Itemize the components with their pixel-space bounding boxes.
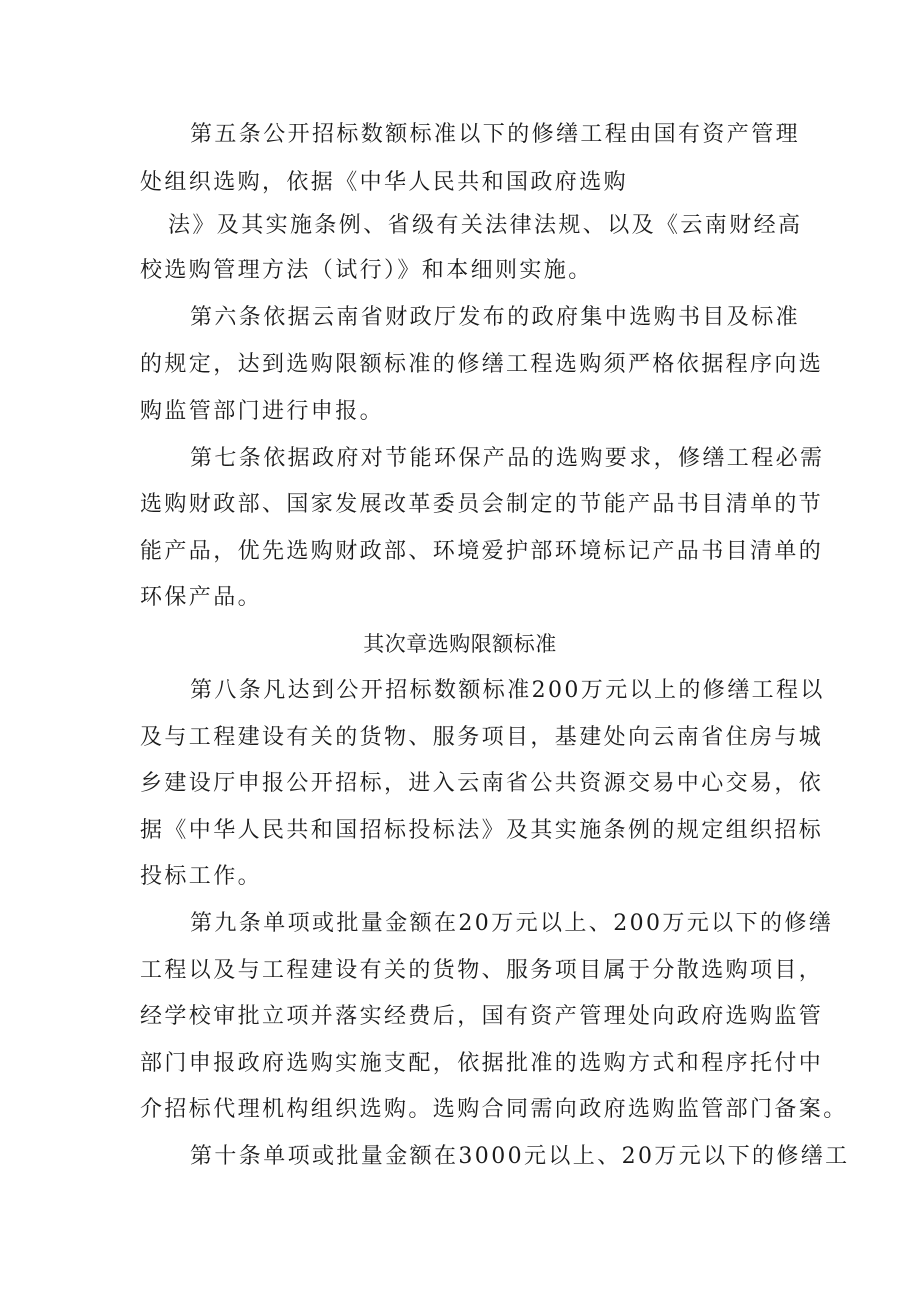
- article-5-line-2: 处组织选购，依据《中华人民共和国政府选购: [140, 170, 629, 195]
- article-8-line-3: 乡建设厅申报公开招标，进入云南省公共资源交易中心交易，依: [140, 771, 824, 796]
- article-9-line-3: 经学校审批立项并落实经费后，国有资产管理处向政府选购监管: [140, 1004, 824, 1029]
- article-8-line-4: 据《中华人民共和国招标投标法》及其实施条例的规定组织招标: [140, 818, 824, 843]
- article-9-line-5: 介招标代理机构组织选购。选购合同需向政府选购监管部门备案。: [140, 1097, 848, 1122]
- article-8-line-2: 及与工程建设有关的货物、服务项目，基建处向云南省住房与城: [140, 725, 824, 750]
- article-10-line-1: 第十条单项或批量金额在3000元以上、20万元以下的修缮工: [190, 1144, 850, 1169]
- article-5-line-4: 校选购管理方法（试行）》和本细则实施。: [140, 258, 593, 283]
- chapter-2-heading: 其次章选购限额标准: [363, 632, 557, 656]
- article-9-line-2: 工程以及与工程建设有关的货物、服务项目属于分散选购项目，: [140, 958, 824, 983]
- article-6-line-1: 第六条依据云南省财政厅发布的政府集中选购书目及标准: [190, 305, 801, 330]
- article-8-line-5: 投标工作。: [140, 864, 263, 889]
- article-5-line-3: 法》及其实施条例、省级有关法律法规、以及《云南财经高: [168, 213, 803, 238]
- article-7-line-4: 环保产品。: [140, 585, 263, 610]
- article-8-line-1: 第八条凡达到公开招标数额标准200万元以上的修缮工程以: [190, 678, 825, 703]
- article-5-line-1: 第五条公开招标数额标准以下的修缮工程由国有资产管理: [190, 122, 801, 147]
- article-6-line-2: 的规定，达到选购限额标准的修缮工程选购须严格依据程序向选: [140, 352, 824, 377]
- article-6-line-3: 购监管部门进行申报。: [140, 399, 385, 424]
- article-7-line-1: 第七条依据政府对节能环保产品的选购要求，修缮工程必需: [190, 446, 825, 471]
- article-7-line-3: 能产品，优先选购财政部、环境爱护部环境标记产品书目清单的: [140, 539, 824, 564]
- article-9-line-4: 部门申报政府选购实施支配，依据批准的选购方式和程序托付中: [140, 1051, 824, 1076]
- article-7-line-2: 选购财政部、国家发展改革委员会制定的节能产品书目清单的节: [140, 492, 824, 517]
- article-9-line-1: 第九条单项或批量金额在20万元以上、200万元以下的修缮: [190, 911, 834, 936]
